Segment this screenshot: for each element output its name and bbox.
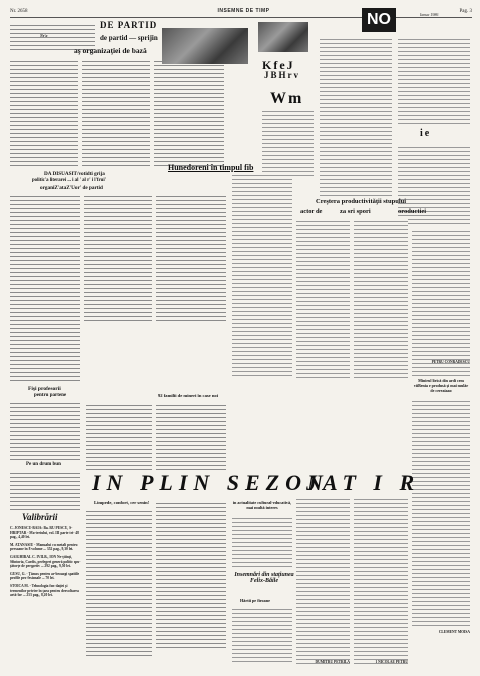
book-entry: GUSU, G. - Ţămos pentru ar-beoaogi spatiile profile pro-fesionale ... 70 lei. (10, 571, 80, 581)
center-article-title: Hunedoreni în timpul fib (168, 163, 254, 172)
page-header (10, 6, 472, 16)
right-tag: ie (420, 128, 432, 139)
right-headline-d: oroductiei (398, 208, 427, 215)
article-photo (162, 28, 248, 64)
bottom-heading: Insemnări din staţiunea Felix-Băile (234, 572, 294, 584)
text-column-right-g (412, 228, 470, 378)
text-column-5 (84, 193, 152, 323)
right-headline-c: za sri spori (340, 208, 371, 215)
right-headline-a: Creştera productivităţii stupului (316, 198, 407, 205)
text-column-7 (10, 400, 80, 460)
signature-2: CLEMENT MOISA (438, 630, 470, 634)
signature-4: 1 NICOLAE PETRU (375, 660, 408, 664)
text-column-13 (232, 515, 292, 570)
text-column-14 (232, 606, 292, 664)
text-column-8 (10, 470, 80, 510)
book-list (10, 526, 84, 598)
text-column-4 (10, 193, 80, 383)
intro-label: Ne'a (40, 34, 48, 38)
issue-number: Nr. 2658 (10, 8, 28, 14)
book-entry: GAIGHIRAL C. IVILB., ION Ne-ţtiinţi, Sfintoria, Cardis, prelegeri generă politic spu-ţătorţe de perşpetiv ... 292 pag., 9,50 lei. (10, 554, 81, 569)
text-column-right-f (354, 218, 408, 378)
right-headline-b: actor de (300, 208, 323, 215)
masthead: INSEMNE DE TIMP (217, 8, 270, 14)
text-column-right-c (398, 36, 470, 126)
text-column-10 (156, 402, 226, 470)
page-number: Pag. 3 (459, 8, 472, 14)
text-column-right-h (412, 398, 470, 628)
book-entry: C. JONESCU-BAIA: Ba. RU PESCU, S-HRIPTAR - Ma-teriului, vol. III parte tri- 48 pag., 4,40 lei. (10, 526, 79, 540)
book-entry: M. ATANASIU - Manualui cu metali pentru persoane în 8 volume ... 352 pag., 9,30 lei. (10, 542, 78, 552)
header-rule (10, 17, 472, 18)
text-column-3 (154, 58, 224, 168)
signature-1: PETRU CONRADESCU (431, 360, 470, 364)
section-subtitle: pentru partene (34, 393, 67, 398)
text-column-12 (156, 500, 226, 650)
fact-headline: 92 familii de mineri în case noi (158, 393, 218, 398)
middle-headline-2: politic'a literarei ... i al ' al r' i l'frui' (32, 178, 106, 183)
text-column-16 (354, 496, 408, 664)
book-entry: STOICA M. - Tehnologia fon-daţiei şi termenilor privire în ţara pentru dezvoltarea artă-lor ... 253 pag., 8,20 lei. (10, 583, 79, 598)
section-label-2: Hârtii pe firoane (240, 598, 270, 603)
right-big-letters: KfeJ (262, 58, 295, 72)
headline-line2: aş organizaţiei de bază (74, 46, 147, 55)
text-column-9 (86, 402, 152, 470)
right-pen-headline: Minirul lirică din ardi cem viiBenia e produsă și mai mulăr de cereaiaao (413, 378, 469, 393)
article-title-de-partid: DE PARTID (100, 20, 158, 30)
text-column-11 (86, 508, 152, 658)
list-title: Valibrării (22, 512, 58, 522)
middle-headline-3: organiZ'ataZ'Uor' de partid (40, 185, 103, 191)
text-column-15 (296, 496, 350, 664)
text-column-6 (156, 193, 226, 323)
text-column-2 (82, 58, 150, 168)
headline-line1: de partid — sprijin (100, 34, 158, 42)
section-title: Fişi profesorii (28, 386, 61, 392)
right-wm: Wm (270, 90, 304, 107)
bottom-right-title: JAT I R (306, 470, 421, 495)
right-big-letters-2: JBHrv (264, 70, 300, 80)
bottom-subtitle-left: Limpede, confort, cer senin! (94, 500, 150, 505)
bottom-subtitle-right: in actualitate cultural-educativă, mai multă interes (232, 500, 292, 510)
right-photo (258, 22, 308, 52)
middle-headline-1: DA DISUASIT/votidti grija (44, 171, 105, 177)
text-column-right-b (320, 36, 392, 196)
text-column-right-a (262, 108, 314, 178)
text-column-1 (10, 58, 78, 168)
text-column-right-e (296, 218, 350, 378)
text-column-center (232, 172, 292, 377)
bottom-section-title: IN PLIN SEZON (92, 470, 329, 495)
handwritten-date: Ianua 1986 (420, 12, 439, 17)
section-heading: Pe un drum bun (26, 462, 61, 467)
logo: NO (362, 8, 396, 32)
signature-3: DUMITRU PETRILA (315, 660, 350, 664)
